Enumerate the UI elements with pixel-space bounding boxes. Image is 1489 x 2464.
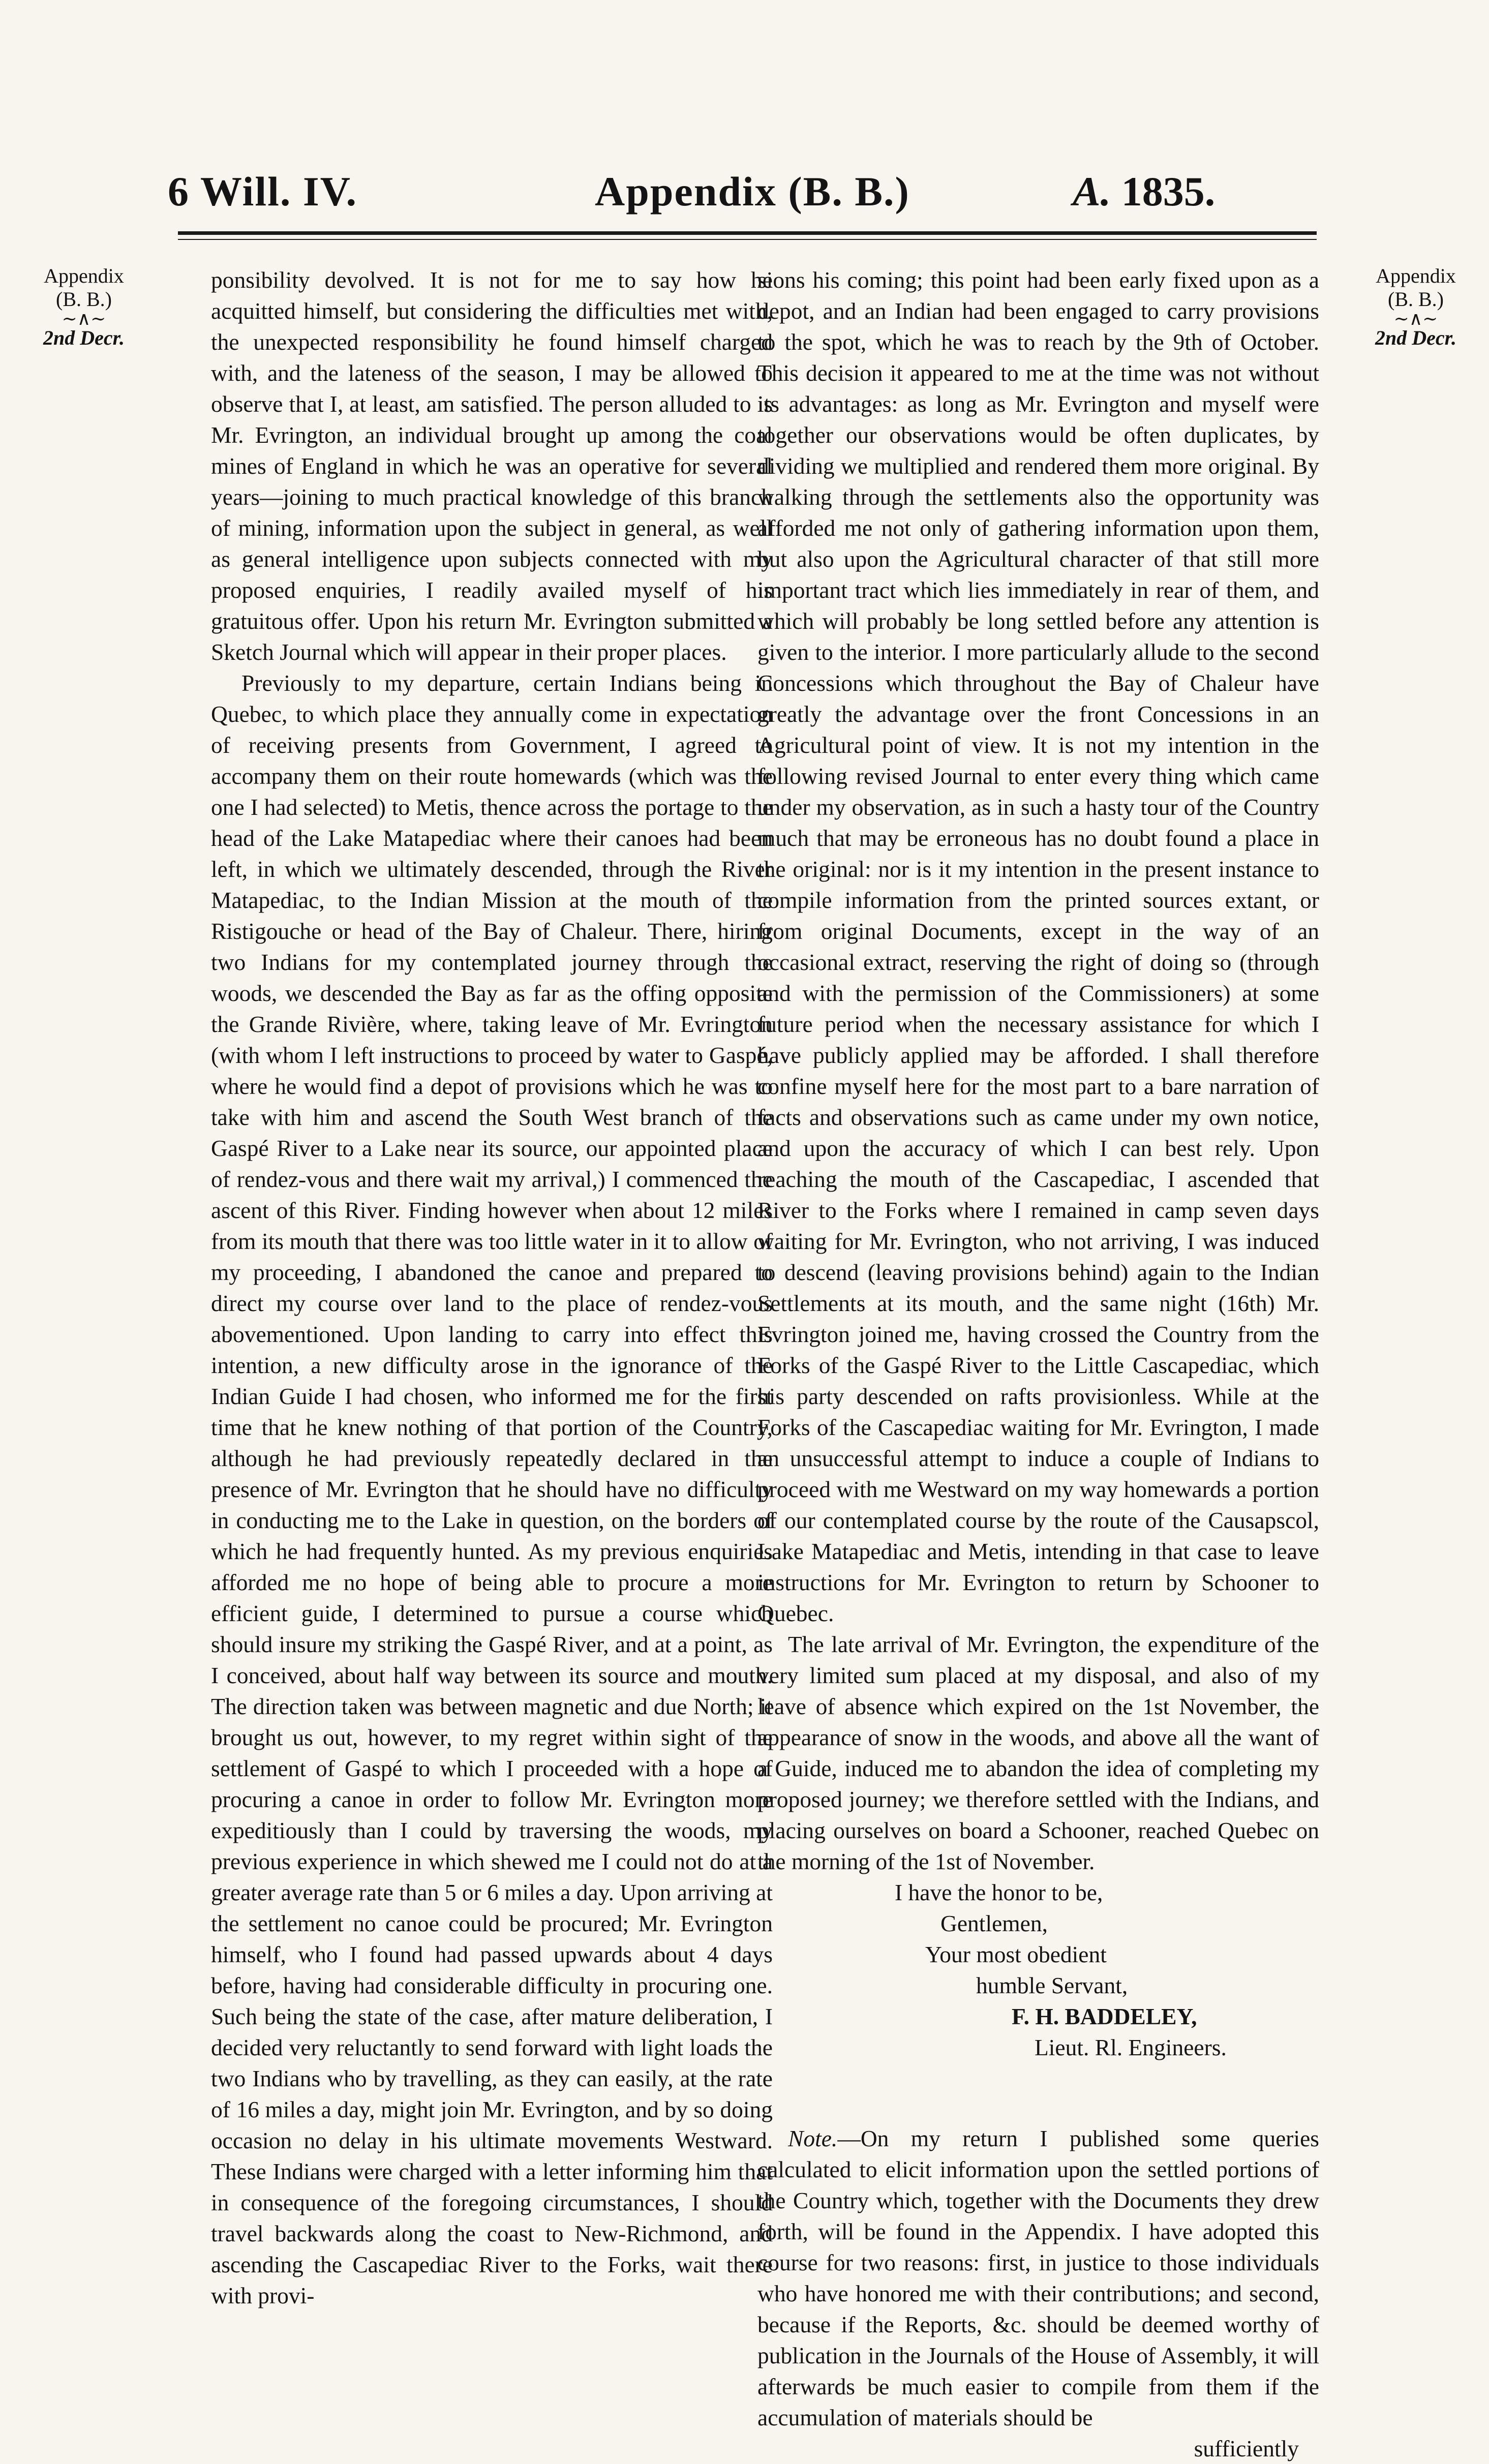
- left-column: [211, 264, 773, 2311]
- right-paragraph-1: sions his coming; this point had been early fixed upon as a depot, and an Indian had been engaged to carry provisions to the spot, which he was to reach by the 9th of October. This decision it appeared to me at the time was not without its advantages: as long as Mr. Evrington and myself were together our observations would be often duplicates, by dividing we multiplied and rendered them more original. By walking through the settlements also the opportunity was afforded me not only of gathering information upon them, but also upon the Agricultural character of that still more important tract which lies immediately in rear of them, and which will probably be long settled before any attention is given to the interior. I more particularly allude to the second Concessions which throughout the Bay of Chaleur have greatly the advantage over the front Concessions in an Agricultural point of view. It is not my intention in the following revised Journal to enter every thing which came under my observation, as in such a hasty tour of the Country much that may be erroneous has no doubt found a place in the original: nor is it my intention in the present instance to compile information from the printed sources extant, or from original Documents, except in the way of an occasional extract, reserving the right of doing so (through and with the permission of the Commissioners) at some future period when the necessary assistance for which I have publicly applied may be afforded. I shall therefore confine myself here for the most part to a bare narration of facts and observations such as came under my own notice, and upon the accuracy of which I can best rely. Upon reaching the mouth of the Cascapediac, I ascended that River to the Forks where I remained in camp seven days waiting for Mr. Evrington, who not arriving, I was induced to descend (leaving provisions behind) again to the Indian Settlements at its mouth, and the same night (16th) Mr. Evrington joined me, having crossed the Country from the Forks of the Gaspé River to the Little Cascapediac, which his party descended on rafts provisionless. While at the Forks of the Cascapediac waiting for Mr. Evrington, I made an unsuccessful attempt to induce a couple of Indians to proceed with me Westward on my way homewards a portion of our contemplated course by the route of the Causapscol, Lake Matapediac and Metis, intending in that case to leave instructions for Mr. Evrington to return by Schooner to Quebec.: [757, 267, 1319, 1626]
- signature-obedient: Your most obedient: [925, 1941, 1107, 1967]
- signature-salutation: Gentlemen,: [940, 1910, 1048, 1936]
- page-header: [0, 168, 1489, 224]
- right-column: [757, 264, 1319, 2464]
- note-label: Note.: [788, 2125, 838, 2151]
- header-rule-thick: [178, 231, 1317, 235]
- left-paragraph-2: Previously to my departure, certain Indians being in Quebec, to which place they annually come in expectation of receiving presents from Government, I agreed to accompany them on their route homewards (which was the one I had selected) to Metis, thence across the portage to the head of the Lake Matapediac where their canoes had been left, in which we ultimately descended, through the River Matapediac, to the Indian Mission at the mouth of the Ristigouche or head of the Bay of Chaleur. There, hiring two Indians for my contemplated journey through the woods, we descended the Bay as far as the offing opposite the Grande Rivière, where, taking leave of Mr. Evrington (with whom I left instructions to proceed by water to Gaspé, where he would find a depot of provisions which he was to take with him and ascend the South West branch of the Gaspé River to a Lake near its source, our appointed place of rendez-vous and there wait my arrival,) I commenced the ascent of this River. Finding however when about 12 miles from its mouth that there was too little water in it to allow of my proceeding, I abandoned the canoe and prepared to direct my course over land to the place of rendez-vous abovementioned. Upon landing to carry into effect this intention, a new difficulty arose in the ignorance of the Indian Guide I had chosen, who informed me for the first time that he knew nothing of that portion of the Country, although he had previously repeatedly declared in the presence of Mr. Evrington that he should have no difficulty in conducting me to the Lake in question, on the borders of which he had frequently hunted. As my previous enquiries afforded me no hope of being able to procure a more efficient guide, I determined to pursue a course which should insure my striking the Gaspé River, and at a point, as I conceived, about half way between its source and mouth. The direction taken was between magnetic and due North; it brought us out, however, to my regret within sight of the settlement of Gaspé to which I proceeded with a hope of procuring a canoe in order to follow Mr. Evrington more expeditiously than I could by traversing the woods, my previous experience in which shewed me I could not do at a greater average rate than 5 or 6 miles a day. Upon arriving at the settlement no canoe could be procured; Mr. Evrington himself, who I found had passed upwards about 4 days before, having had considerable difficulty in procuring one. Such being the state of the case, after mature deliberation, I decided very reluctantly to send forward with light loads the two Indians who by travelling, as they can easily, at the rate of 16 miles a day, might join Mr. Evrington, and by so doing occasion no delay in his ultimate movements Westward. These Indians were charged with a letter informing him that in consequence of the foregoing circumstances, I should travel backwards along the coast to New-Richmond, and ascending the Cascapediac River to the Forks, wait there with provi-: [211, 670, 773, 2308]
- margin-appendix-code: (B. B.): [1388, 288, 1444, 311]
- signature-closing: I have the honor to be,: [895, 1879, 1103, 1905]
- signature-name: F. H. BADDELEY,: [1012, 2003, 1197, 2029]
- catchword: sufficiently: [1194, 2436, 1299, 2461]
- margin-appendix-label: Appendix: [44, 264, 124, 287]
- left-margin-note: [33, 264, 135, 350]
- signature-rank: Lieut. Rl. Engineers.: [1035, 2034, 1227, 2060]
- header-appendix-title: Appendix (B. B.): [595, 168, 910, 215]
- signature-servant: humble Servant,: [976, 1972, 1128, 1998]
- header-rule-thin: [178, 239, 1317, 240]
- margin-appendix-label: Appendix: [1376, 264, 1456, 287]
- signature-block: [757, 1877, 1319, 2063]
- header-regnal-year: 6 Will. IV.: [168, 168, 357, 215]
- margin-ornament-icon: ∼∧∼: [62, 309, 106, 329]
- left-paragraph-1: ponsibility devolved. It is not for me to say how he acquitted himself, but considering the difficulties met with, the unexpected responsibility he found himself charged with, and the lateness of the season, I may be allowed to observe that I, at least, am satisfied. The person alluded to is Mr. Evrington, an individual brought up among the coal mines of England in which he was an operative for several years—joining to much practical knowledge of this branch of mining, information upon the subject in general, as well as general intelligence upon subjects connected with my proposed enquiries, I readily availed myself of his gratuitous offer. Upon his return Mr. Evrington submitted a Sketch Journal which will appear in their proper places.: [211, 267, 773, 665]
- margin-date: 2nd Decr.: [43, 326, 125, 349]
- margin-ornament-icon: ∼∧∼: [1393, 309, 1438, 329]
- margin-date: 2nd Decr.: [1375, 326, 1456, 349]
- note-text: —On my return I published some queries calculated to elicit information upon the settled portions of the Country which, together with the Documents they drew forth, will be found in the Appendix. I have adopted this course for two reasons: first, in justice to those individuals who have honored me with their contributions; and second, because if the Reports, &c. should be deemed worthy of publication in the Journals of the House of Assembly, it will afterwards be much easier to compile from them if the accumulation of materials should be: [757, 2125, 1319, 2430]
- header-year: [1073, 168, 1215, 216]
- right-margin-note: [1365, 264, 1467, 350]
- margin-appendix-code: (B. B.): [56, 288, 112, 311]
- right-paragraph-2: The late arrival of Mr. Evrington, the expenditure of the very limited sum placed at my disposal, and also of my leave of absence which expired on the 1st November, the appearance of snow in the woods, and above all the want of a Guide, induced me to abandon the idea of completing my proposed journey; we therefore settled with the Indians, and placing ourselves on board a Schooner, reached Quebec on the morning of the 1st of November.: [757, 1631, 1319, 1874]
- header-year-letter: A.: [1073, 168, 1111, 215]
- note-paragraph: [757, 2123, 1319, 2433]
- header-year-number: 1835.: [1121, 168, 1215, 215]
- note-spacer: [757, 2063, 1319, 2123]
